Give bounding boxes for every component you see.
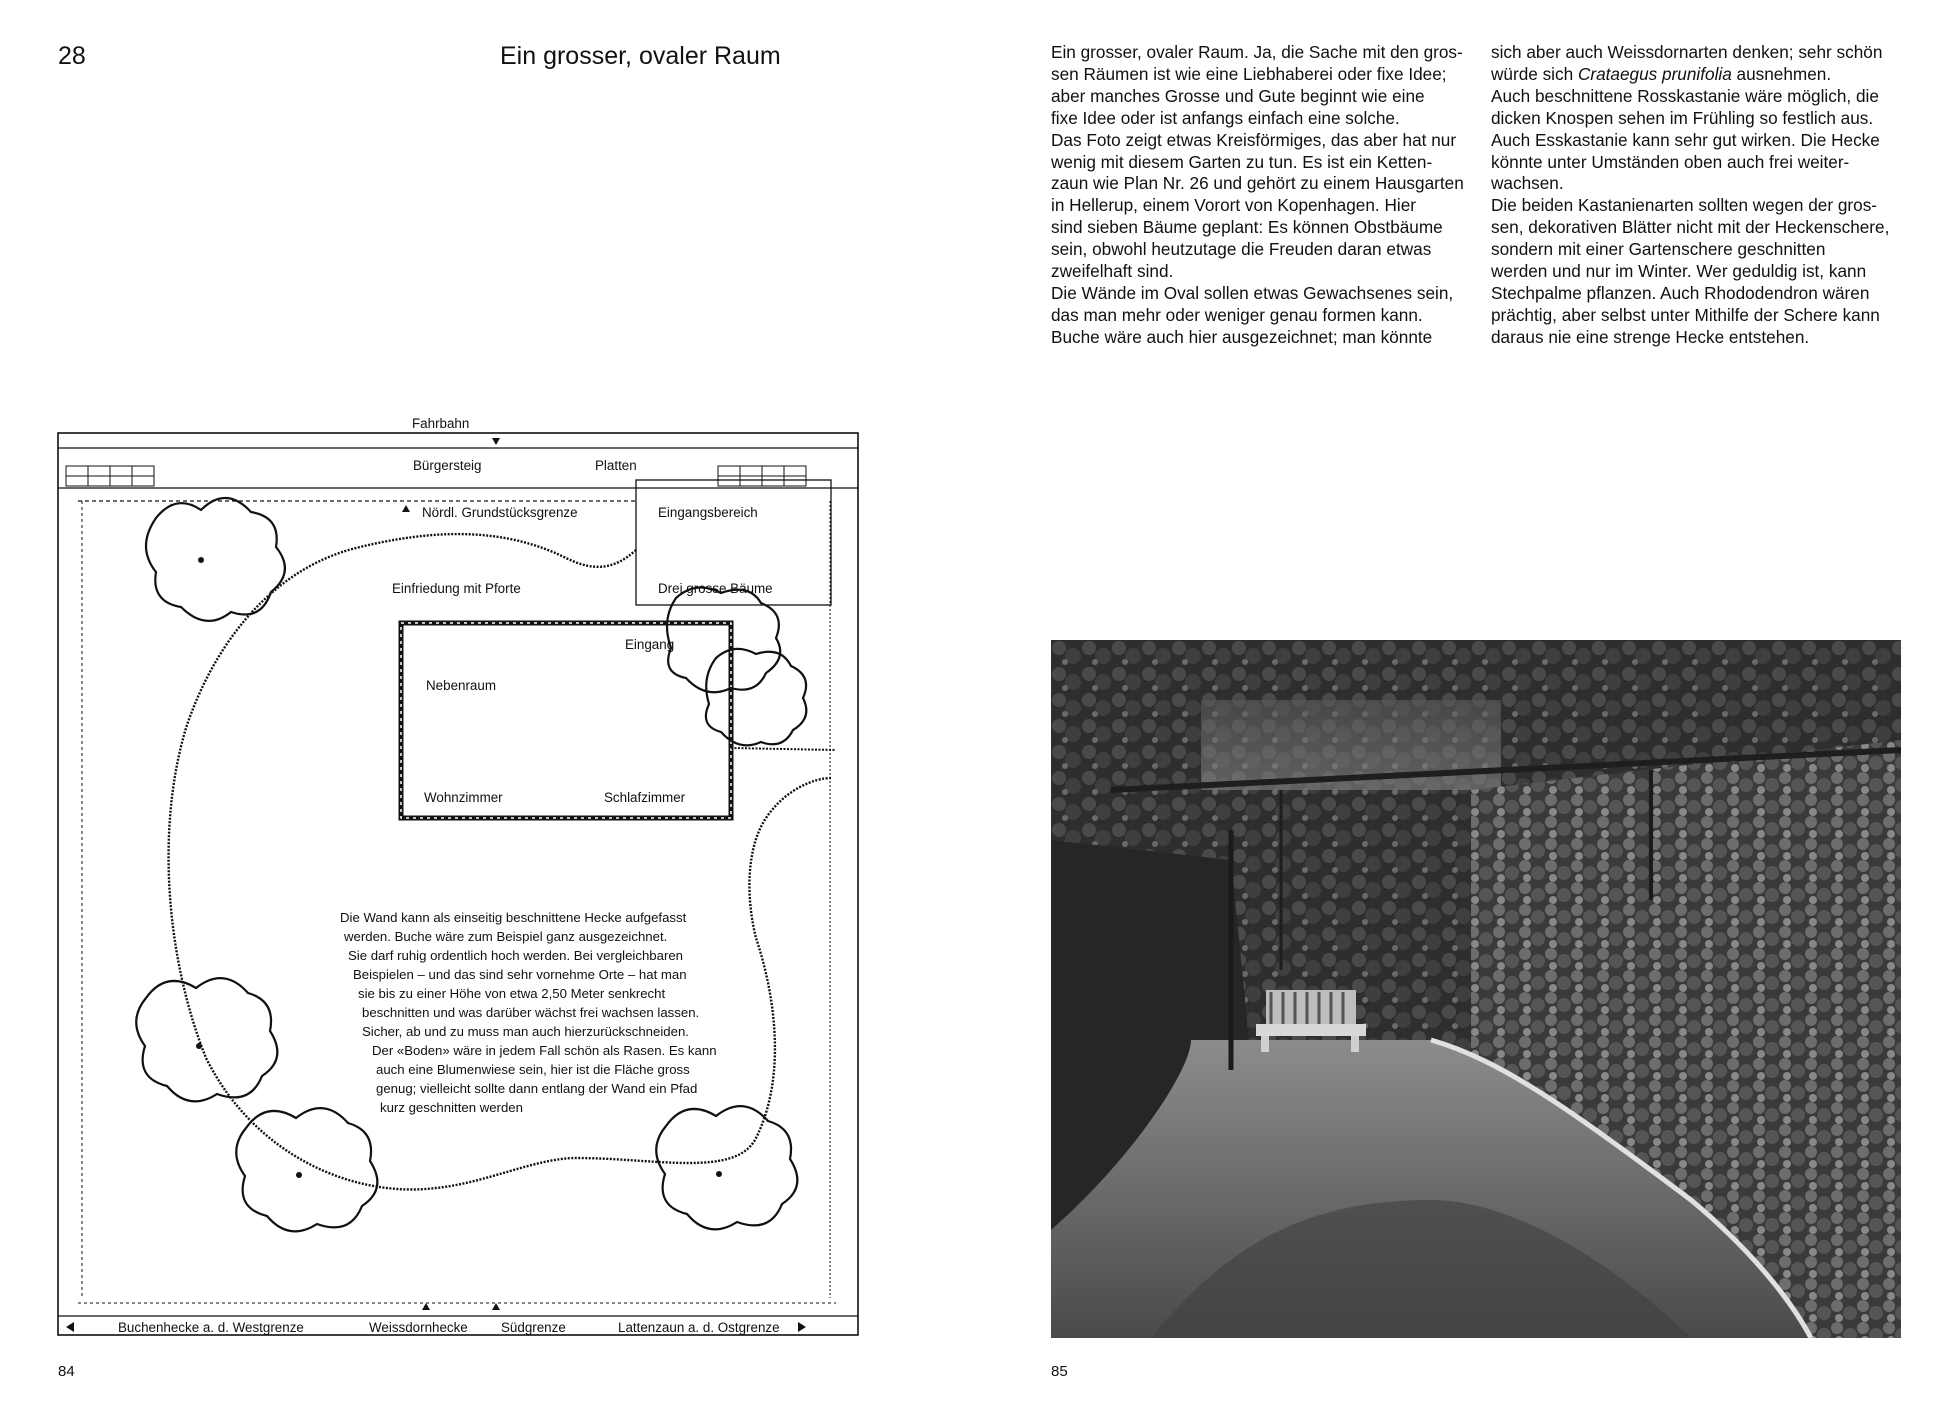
text-line: prächtig, aber selbst unter Mithilfe der Schere kann <box>1491 304 1880 325</box>
tree-west <box>136 978 277 1101</box>
note-line: Sie darf ruhig ordentlich hoch werden. Bei vergleichbaren <box>348 948 684 963</box>
tree-southeast <box>656 1106 797 1229</box>
tree-northwest <box>146 498 285 621</box>
paving-right <box>718 466 806 486</box>
species-name: Crataegus prunifolia <box>1577 63 1732 84</box>
text-line: Auch beschnittene Rosskastanie wäre möglich, die <box>1491 85 1879 106</box>
text-line: wachsen. <box>1491 173 1564 194</box>
text-line: sein, obwohl heutzutage die Freuden daran etwas <box>1051 239 1432 260</box>
photo-illustration <box>1051 640 1901 1338</box>
paving-left <box>66 466 154 486</box>
text-line-with-italic <box>1491 64 1911 86</box>
plan-frame <box>58 433 858 1335</box>
chapter-number: 28 <box>58 42 86 70</box>
note-line: Beispielen – und das sind sehr vornehme Orte – hat man <box>353 967 687 982</box>
note-line: Sicher, ab und zu muss man auch hierzurückschneiden. <box>362 1024 689 1039</box>
note-line: genug; vielleicht sollte dann entlang der Wand ein Pfad <box>376 1081 698 1096</box>
label-drei-baeume: Drei grosse Bäume <box>658 581 773 596</box>
note-line: auch eine Blumenwiese sein, hier ist die Fläche gross <box>376 1062 690 1077</box>
text-line: sen, dekorativen Blätter nicht mit der Heckenschere, <box>1491 217 1890 238</box>
page-number-right: 85 <box>1051 1363 1068 1380</box>
garden-photo <box>1051 640 1901 1338</box>
text-line: zweifelhaft sind. <box>1051 261 1174 282</box>
text-line: zaun wie Plan Nr. 26 und gehört zu einem Hausgarten <box>1051 173 1464 194</box>
text-line: Die beiden Kastanienarten sollten wegen der gros- <box>1491 195 1878 216</box>
note-line: werden. Buche wäre zum Beispiel ganz ausgezeichnet. <box>344 929 668 944</box>
text-line: aber manches Grosse und Gute beginnt wie eine <box>1051 85 1425 106</box>
text-line: dicken Knospen sehen im Frühling so festlich aus. <box>1491 107 1874 128</box>
east-arrow <box>798 1322 806 1332</box>
text-line: sind sieben Bäume geplant: Es können Obstbäume <box>1051 217 1443 238</box>
note-line: kurz geschnitten werden <box>380 1100 523 1115</box>
note-line: beschnitten und was darüber wächst frei wachsen lassen. <box>362 1005 700 1020</box>
text-column-2 <box>1491 42 1911 349</box>
tree-east-1 <box>667 588 780 693</box>
text-line: werden und nur im Winter. Wer geduldig ist, kann <box>1491 261 1867 282</box>
text-line: Ein grosser, ovaler Raum. Ja, die Sache mit den gros- <box>1051 42 1463 62</box>
boundary-marker <box>402 505 410 512</box>
text-line: Das Foto zeigt etwas Kreisförmiges, das aber hat nur <box>1051 129 1457 150</box>
label-grundstuecksgrenze: Nördl. Grundstücksgrenze <box>422 505 578 520</box>
plan-note <box>340 908 717 1117</box>
note-line: Der «Boden» wäre in jedem Fall schön als Rasen. Es kann <box>372 1043 717 1058</box>
text-column-1 <box>1051 42 1471 349</box>
text-line: Stechpalme pflanzen. Auch Rhododendron wären <box>1491 282 1870 303</box>
text-span: ausnehmen. <box>1731 63 1832 84</box>
label-eingang: Eingang <box>625 637 675 652</box>
label-einfriedung: Einfriedung mit Pforte <box>392 581 521 596</box>
chapter-title: Ein grosser, ovaler Raum <box>500 42 781 70</box>
text-line: sich aber auch Weissdornarten denken; sehr schön <box>1491 42 1883 62</box>
text-line: sen Räumen ist wie eine Liebhaberei oder fixe Idee; <box>1051 63 1447 84</box>
label-platten: Platten <box>595 458 637 473</box>
label-lattenzaun: Lattenzaun a. d. Ostgrenze <box>618 1320 780 1335</box>
north-arrow <box>492 438 500 445</box>
note-line: sie bis zu einer Höhe von etwa 2,50 Meter senkrecht <box>358 986 666 1001</box>
label-buchenhecke: Buchenhecke a. d. Westgrenze <box>118 1320 304 1335</box>
text-line: wenig mit diesem Garten zu tun. Es ist ein Ketten- <box>1051 151 1433 172</box>
label-schlafzimmer: Schlafzimmer <box>604 790 686 805</box>
text-line: Buche wäre auch hier ausgezeichnet; man könnte <box>1051 326 1433 347</box>
label-wohnzimmer: Wohnzimmer <box>424 790 503 805</box>
label-weissdornhecke: Weissdornhecke <box>369 1320 468 1335</box>
label-buergersteig: Bürgersteig <box>413 458 482 473</box>
text-line: fixe Idee oder ist anfangs einfach eine solche. <box>1051 107 1400 128</box>
text-line: Auch Esskastanie kann sehr gut wirken. Die Hecke <box>1491 129 1880 150</box>
label-eingangsbereich: Eingangsbereich <box>658 505 758 520</box>
south-marker-1 <box>422 1303 430 1310</box>
note-line: Die Wand kann als einseitig beschnittene Hecke aufgefasst <box>340 910 687 925</box>
text-line: das man mehr oder weniger genau formen kann. <box>1051 304 1423 325</box>
west-arrow <box>66 1322 74 1332</box>
east-hedge <box>731 748 836 750</box>
tree-east-2 <box>706 649 806 745</box>
text-line: daraus nie eine strenge Hecke entstehen. <box>1491 326 1810 347</box>
label-suedgrenze: Südgrenze <box>501 1320 566 1335</box>
page-number-left: 84 <box>58 1363 75 1380</box>
south-marker-2 <box>492 1303 500 1310</box>
text-line: könnte unter Umständen oben auch frei weiter- <box>1491 151 1850 172</box>
text-line: sondern mit einer Gartenschere geschnitten <box>1491 239 1826 260</box>
text-span: würde sich <box>1491 63 1578 84</box>
text-line: in Hellerup, einem Vorort von Kopenhagen. Hier <box>1051 195 1416 216</box>
label-fahrbahn: Fahrbahn <box>412 416 470 431</box>
label-nebenraum: Nebenraum <box>426 678 496 693</box>
text-line: Die Wände im Oval sollen etwas Gewachsenes sein, <box>1051 282 1454 303</box>
garden-plan <box>56 398 863 1353</box>
house-outline <box>401 623 731 818</box>
